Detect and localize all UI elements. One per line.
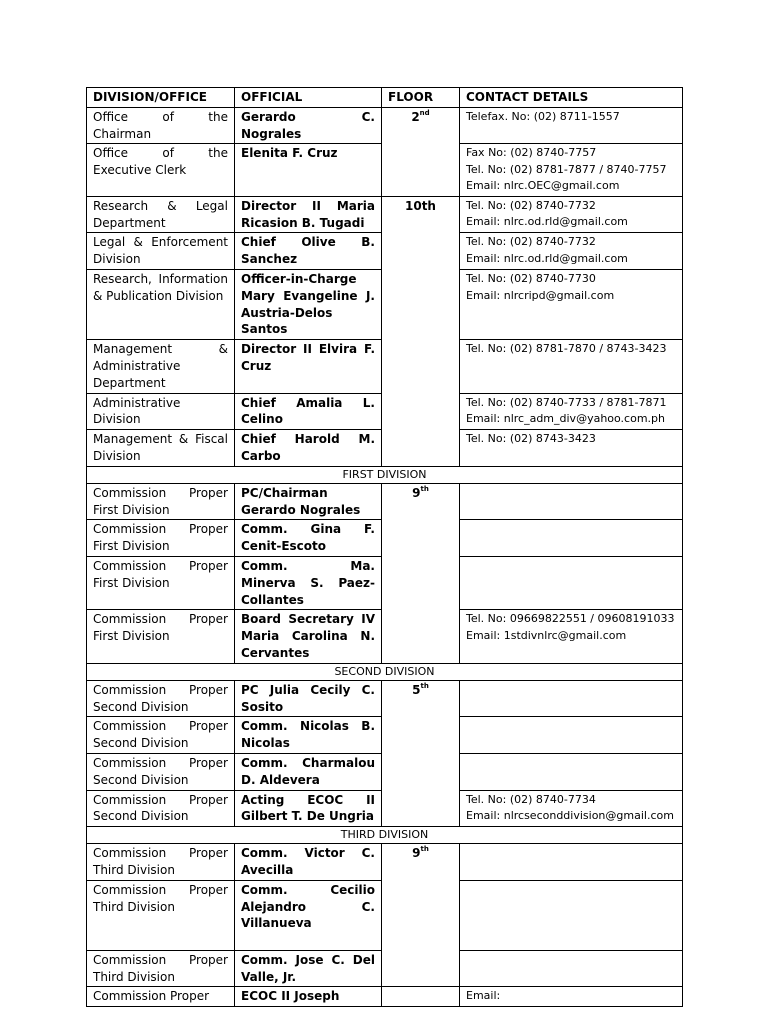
official-cell: Acting ECOC II Gilbert T. De Ungria [235, 790, 382, 827]
contact-line: Email: nlrcripd@gmail.com [466, 288, 615, 302]
contact-line: Email: [466, 989, 501, 1003]
contact-cell [460, 717, 683, 754]
contact-line: Tel. No: (02) 8740-7733 / 8781-7871 [466, 395, 667, 409]
contact-cell [460, 483, 683, 520]
table-row [87, 196, 683, 233]
division-cell: Commission Proper First Division [87, 520, 235, 557]
contact-line: Email: nlrcseconddivision@gmail.com [466, 809, 674, 823]
floor-value: 2 [411, 109, 420, 124]
division-cell: Management & Fiscal Division [87, 430, 235, 467]
section-title-second: SECOND DIVISION [87, 663, 683, 680]
division-cell: Legal & Enforcement Division [87, 233, 235, 270]
official-cell: PC Julia Cecily C. Sosito [235, 680, 382, 717]
official-cell: PC/Chairman Gerardo Nograles [235, 483, 382, 520]
floor-cell [382, 680, 460, 826]
official-cell: Chief Harold M. Carbo [235, 430, 382, 467]
official-cell: Gerardo C. Nograles [235, 107, 382, 144]
division-cell: Management & Administrative Department [87, 340, 235, 393]
contact-cell [460, 233, 683, 270]
floor-cell [382, 844, 460, 987]
floor-cell [382, 107, 460, 196]
division-cell: Research & Legal Department [87, 196, 235, 233]
header-official: OFFICIAL [235, 88, 382, 108]
floor-suffix: th [420, 484, 429, 493]
contact-line: Tel. No: (02) 8740-7730 [466, 272, 596, 286]
contact-line: Tel. No: (02) 8743-3423 [466, 432, 596, 446]
contact-cell [460, 340, 683, 393]
division-cell: Commission Proper Second Division [87, 717, 235, 754]
contact-cell [460, 680, 683, 717]
section-row [87, 827, 683, 844]
division-cell: Commission Proper Third Division [87, 844, 235, 881]
official-cell: Comm. Ma. Minerva S. Paez-Collantes [235, 557, 382, 610]
floor-suffix: th [420, 845, 429, 854]
contact-cell [460, 520, 683, 557]
contact-cell [460, 270, 683, 340]
directory-document [86, 87, 682, 1004]
contact-line: Email: nlrc.od.rld@gmail.com [466, 251, 628, 265]
floor-cell: 10th [382, 196, 460, 466]
official-cell: Director II Maria Ricasion B. Tugadi [235, 196, 382, 233]
contact-line: Tel. No: 09669822551 / 09608191033 [466, 612, 675, 626]
contact-line: Fax No: (02) 8740-7757 [466, 146, 597, 160]
division-cell: Commission Proper Second Division [87, 754, 235, 791]
division-cell: Research, Information & Publication Division [87, 270, 235, 340]
table-row [87, 107, 683, 144]
official-cell: Comm. Nicolas B. Nicolas [235, 717, 382, 754]
header-division: DIVISION/OFFICE [87, 88, 235, 108]
contact-line: Email: nlrc.OEC@gmail.com [466, 179, 620, 193]
table-row [87, 987, 683, 1007]
contact-cell [460, 557, 683, 610]
official-cell: ECOC II Joseph [235, 987, 382, 1007]
floor-value: 9 [412, 846, 421, 861]
contact-line: Email: nlrc_adm_div@yahoo.com.ph [466, 412, 665, 426]
division-cell: Commission Proper [87, 987, 235, 1007]
floor-cell [382, 987, 460, 1007]
division-cell: Office of the Chairman [87, 107, 235, 144]
official-cell: Director II Elvira F. Cruz [235, 340, 382, 393]
division-cell: Commission Proper First Division [87, 610, 235, 663]
official-cell: Comm. Victor C. Avecilla [235, 844, 382, 881]
contact-line: Tel. No: (02) 8781-7870 / 8743-3423 [466, 342, 667, 356]
official-cell: Board Secretary IV Maria Carolina N. Cervantes [235, 610, 382, 663]
official-cell: Chief Olive B. Sanchez [235, 233, 382, 270]
contact-line: Tel. No: (02) 8781-7877 / 8740-7757 [466, 162, 667, 176]
official-cell: Comm. Jose C. Del Valle, Jr. [235, 950, 382, 987]
division-cell: Commission Proper Third Division [87, 880, 235, 950]
division-cell: Commission Proper First Division [87, 557, 235, 610]
official-cell: Comm. Gina F. Cenit-Escoto [235, 520, 382, 557]
header-contact: CONTACT DETAILS [460, 88, 683, 108]
section-row [87, 466, 683, 483]
contact-cell [460, 987, 683, 1007]
floor-cell [382, 483, 460, 663]
contact-line: Email: nlrc.od.rld@gmail.com [466, 215, 628, 229]
directory-table [86, 87, 683, 1007]
header-floor: FLOOR [382, 88, 460, 108]
table-row [87, 483, 683, 520]
contact-line: Tel. No: (02) 8740-7734 [466, 792, 596, 806]
contact-line: Email: 1stdivnlrc@gmail.com [466, 628, 627, 642]
floor-value: 5 [412, 682, 421, 697]
contact-cell [460, 107, 683, 144]
official-cell: Chief Amalia L. Celino [235, 393, 382, 430]
contact-cell [460, 430, 683, 467]
division-cell: Commission Proper Third Division [87, 950, 235, 987]
contact-line: Tel. No: (02) 8740-7732 [466, 235, 596, 249]
contact-cell [460, 844, 683, 881]
floor-suffix: nd [419, 108, 430, 117]
division-cell: Commission Proper Second Division [87, 790, 235, 827]
table-row [87, 844, 683, 881]
section-title-third: THIRD DIVISION [87, 827, 683, 844]
floor-value: 9 [412, 485, 421, 500]
contact-cell [460, 950, 683, 987]
division-cell: Administrative Division [87, 393, 235, 430]
contact-line: Telefax. No: (02) 8711-1557 [466, 109, 620, 123]
section-row [87, 663, 683, 680]
official-cell: Comm. Charmalou D. Aldevera [235, 754, 382, 791]
official-cell: Officer-in-Charge Mary Evangeline J. Austria-Delos Santos [235, 270, 382, 340]
division-cell: Commission Proper First Division [87, 483, 235, 520]
header-row [87, 88, 683, 108]
contact-cell [460, 880, 683, 950]
table-row [87, 680, 683, 717]
division-cell: Office of the Executive Clerk [87, 144, 235, 197]
contact-cell [460, 144, 683, 197]
official-cell: Comm. Cecilio Alejandro C. Villanueva [235, 880, 382, 950]
contact-cell [460, 610, 683, 663]
contact-cell [460, 754, 683, 791]
contact-cell [460, 393, 683, 430]
division-cell: Commission Proper Second Division [87, 680, 235, 717]
contact-cell [460, 790, 683, 827]
official-cell: Elenita F. Cruz [235, 144, 382, 197]
contact-cell [460, 196, 683, 233]
contact-line: Tel. No: (02) 8740-7732 [466, 198, 596, 212]
section-title-first: FIRST DIVISION [87, 466, 683, 483]
floor-suffix: th [420, 681, 429, 690]
